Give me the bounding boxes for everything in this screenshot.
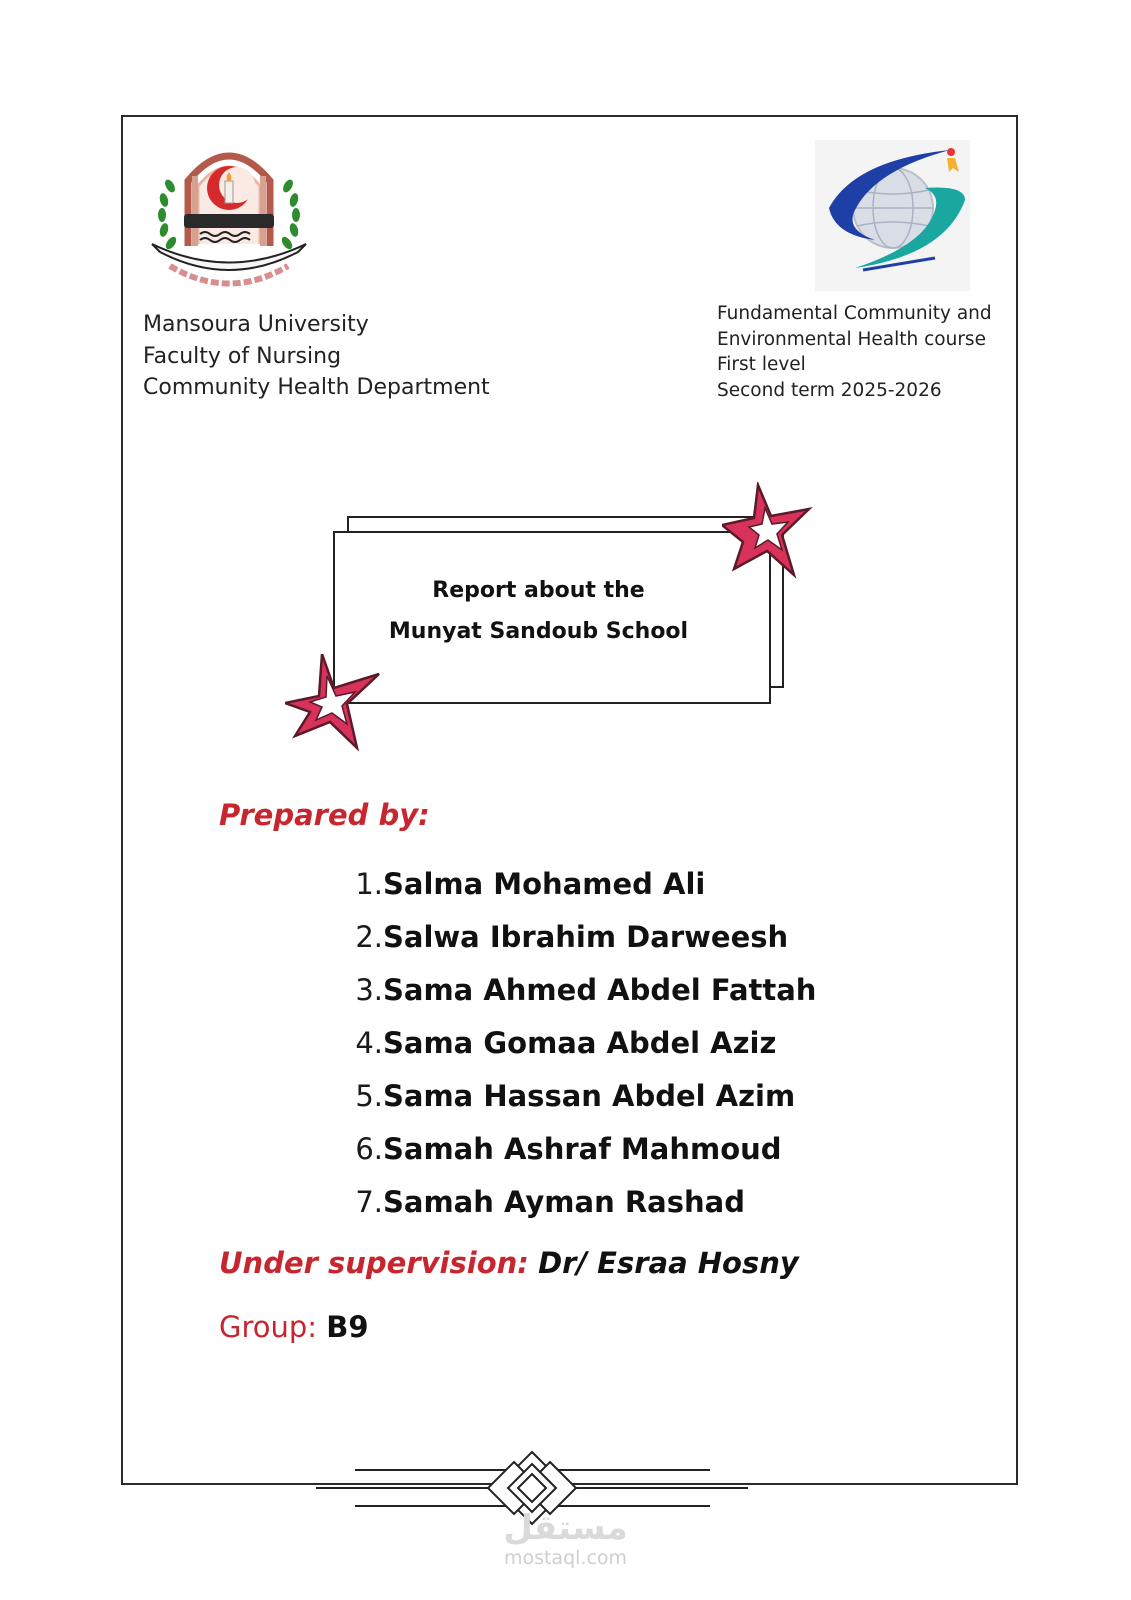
member-item	[350, 1176, 816, 1229]
member-number: 2.	[355, 920, 383, 954]
supervision-line	[219, 1246, 799, 1280]
member-number: 3.	[355, 973, 383, 1007]
report-title	[333, 570, 744, 652]
group-value: B9	[326, 1310, 369, 1344]
star-icon	[722, 482, 822, 582]
member-name: Salwa Ibrahim Darweesh	[383, 920, 789, 954]
course-line-2: Environmental Health course	[717, 328, 986, 350]
member-item	[350, 911, 816, 964]
report-title-line-1: Report about the	[432, 578, 645, 603]
supervisor-name: Dr/ Esraa Hosny	[538, 1246, 799, 1280]
course-line-1: Fundamental Community and	[717, 303, 992, 324]
university-name: Mansoura University	[143, 312, 369, 337]
group-line	[219, 1310, 369, 1344]
member-name: Sama Ahmed Abdel Fattah	[383, 973, 817, 1007]
mansoura-nursing-logo-icon	[148, 136, 310, 301]
star-icon	[285, 654, 385, 754]
group-label: Group:	[219, 1310, 318, 1344]
course-info	[717, 301, 992, 403]
member-number: 1.	[355, 867, 383, 901]
member-item	[350, 1017, 816, 1070]
member-item	[350, 1123, 816, 1176]
member-name: Samah Ashraf Mahmoud	[383, 1132, 782, 1166]
report-title-line-2: Munyat Sandoub School	[388, 619, 689, 644]
member-name: Samah Ayman Rashad	[383, 1185, 745, 1219]
member-item	[350, 858, 816, 911]
member-number: 4.	[355, 1026, 383, 1060]
member-list	[350, 858, 816, 1229]
watermark	[0, 1510, 1131, 1570]
prepared-by-label: Prepared by:	[219, 798, 430, 832]
institution-info	[143, 309, 490, 404]
faculty-name: Faculty of Nursing	[143, 343, 342, 369]
watermark-arabic: مستقل	[503, 1508, 628, 1548]
chnd-globe-logo-icon	[815, 140, 970, 291]
watermark-latin: mostaql.com	[503, 1547, 628, 1569]
department-name: Community Health Department	[143, 375, 490, 400]
course-term: Second term 2025-2026	[717, 379, 942, 401]
member-name: Salma Mohamed Ali	[383, 867, 706, 901]
member-name: Sama Gomaa Abdel Aziz	[383, 1026, 777, 1060]
member-name: Sama Hassan Abdel Azim	[383, 1079, 796, 1113]
member-item	[350, 1070, 816, 1123]
member-item	[350, 964, 816, 1017]
member-number: 6.	[355, 1132, 383, 1166]
supervision-label: Under supervision:	[219, 1246, 529, 1280]
course-level: First level	[717, 354, 806, 375]
member-number: 5.	[355, 1079, 383, 1113]
member-number: 7.	[355, 1185, 383, 1219]
